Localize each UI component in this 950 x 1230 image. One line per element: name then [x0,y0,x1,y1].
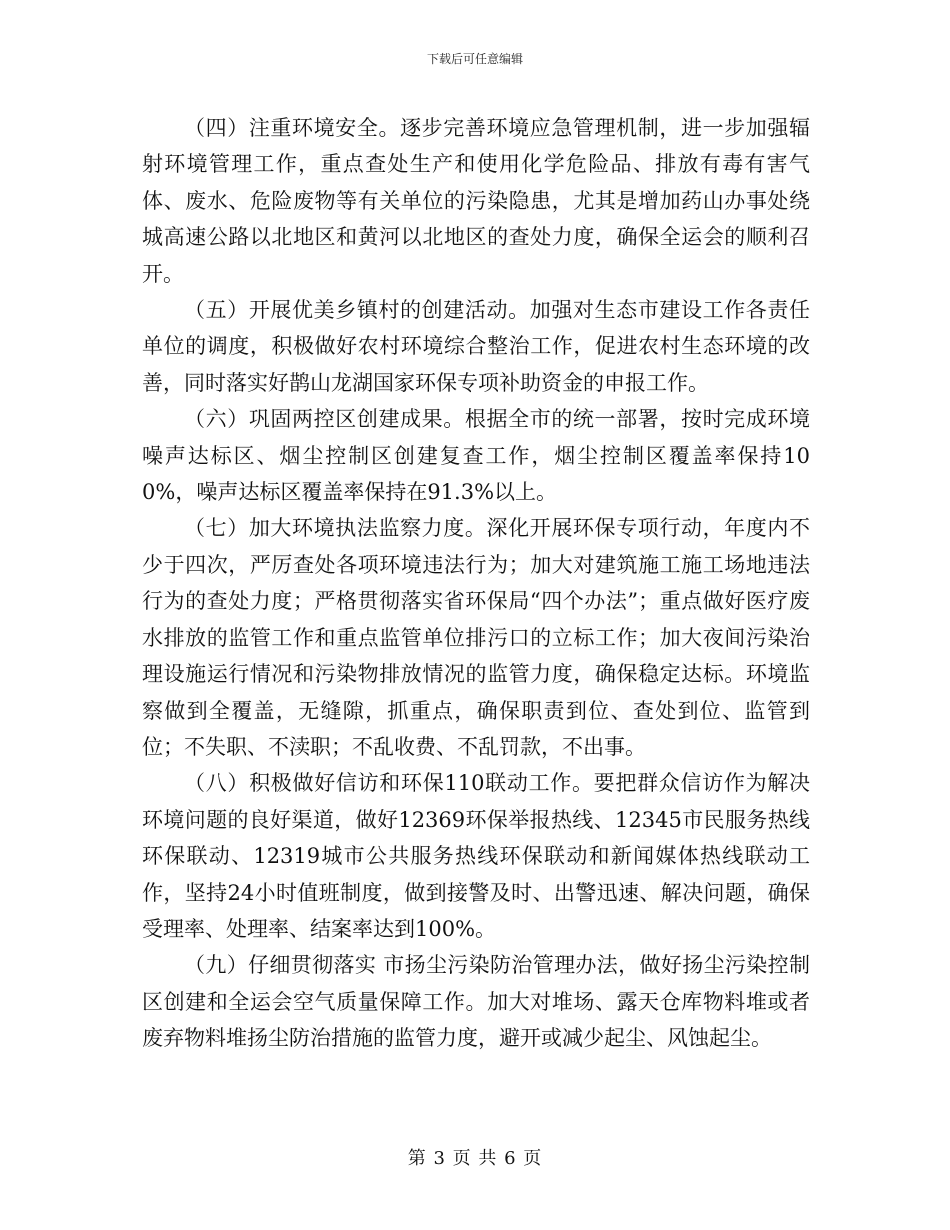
paragraph-section-4: （四）注重环境安全。逐步完善环境应急管理机制，进一步加强辐射环境管理工作，重点查处生产和使用化学危险品、排放有毒有害气体、废水、危险废物等有关单位的污染隐患，尤其是增加药山办事处绕城高速公路以北地区和黄河以北地区的查处力度，确保全运会的顺利召开。 [142,116,810,286]
page-number: 第 3 页 共 6 页 [407,1148,543,1169]
paragraph-section-8: （八）积极做好信访和环保110联动工作。要把群众信访作为解决环境问题的良好渠道，做好12369环保举报热线、12345市民服务热线环保联动、12319城市公共服务热线环保联动和新闻媒体热线联动工作，坚持24小时值班制度，做到接警及时、出警迅速、解决问题，确保受理率、处理率、结案率达到100%。 [142,771,810,941]
paragraph-section-9: （九）仔细贯彻落实 市扬尘污染防治管理办法，做好扬尘污染控制区创建和全运会空气质量保障工作。加大对堆场、露天仓库物料堆或者废弃物料堆扬尘防治措施的监管力度，避开或减少起尘、风蚀起尘。 [142,953,810,1051]
paragraph-section-5: （五）开展优美乡镇村的创建活动。加强对生态市建设工作各责任单位的调度，积极做好农村环境综合整治工作，促进农村生态环境的改善，同时落实好鹊山龙湖国家环保专项补助资金的申报工作。 [142,298,810,395]
document-body [142,110,810,1057]
paragraph-section-7: （七）加大环境执法监察力度。深化开展环保专项行动，年度内不少于四次，严厉查处各项环境违法行为；加大对建筑施工施工场地违法行为的查处力度；严格贯彻落实省环保局“四个办法”；重点做好医疗废水排放的监管工作和重点监管单位排污口的立标工作；加大夜间污染治理设施运行情况和污染物排放情况的监管力度，确保稳定达标。环境监察做到全覆盖，无缝隙，抓重点，确保职责到位、查处到位、监管到位；不失职、不渎职；不乱收费、不乱罚款，不出事。 [142,516,810,759]
header-note: 下载后可任意编辑 [426,52,523,66]
paragraph-section-6: （六）巩固两控区创建成果。根据全市的统一部署，按时完成环境噪声达标区、烟尘控制区创建复查工作，烟尘控制区覆盖率保持100%，噪声达标区覆盖率保持在91.3%以上。 [142,407,810,505]
